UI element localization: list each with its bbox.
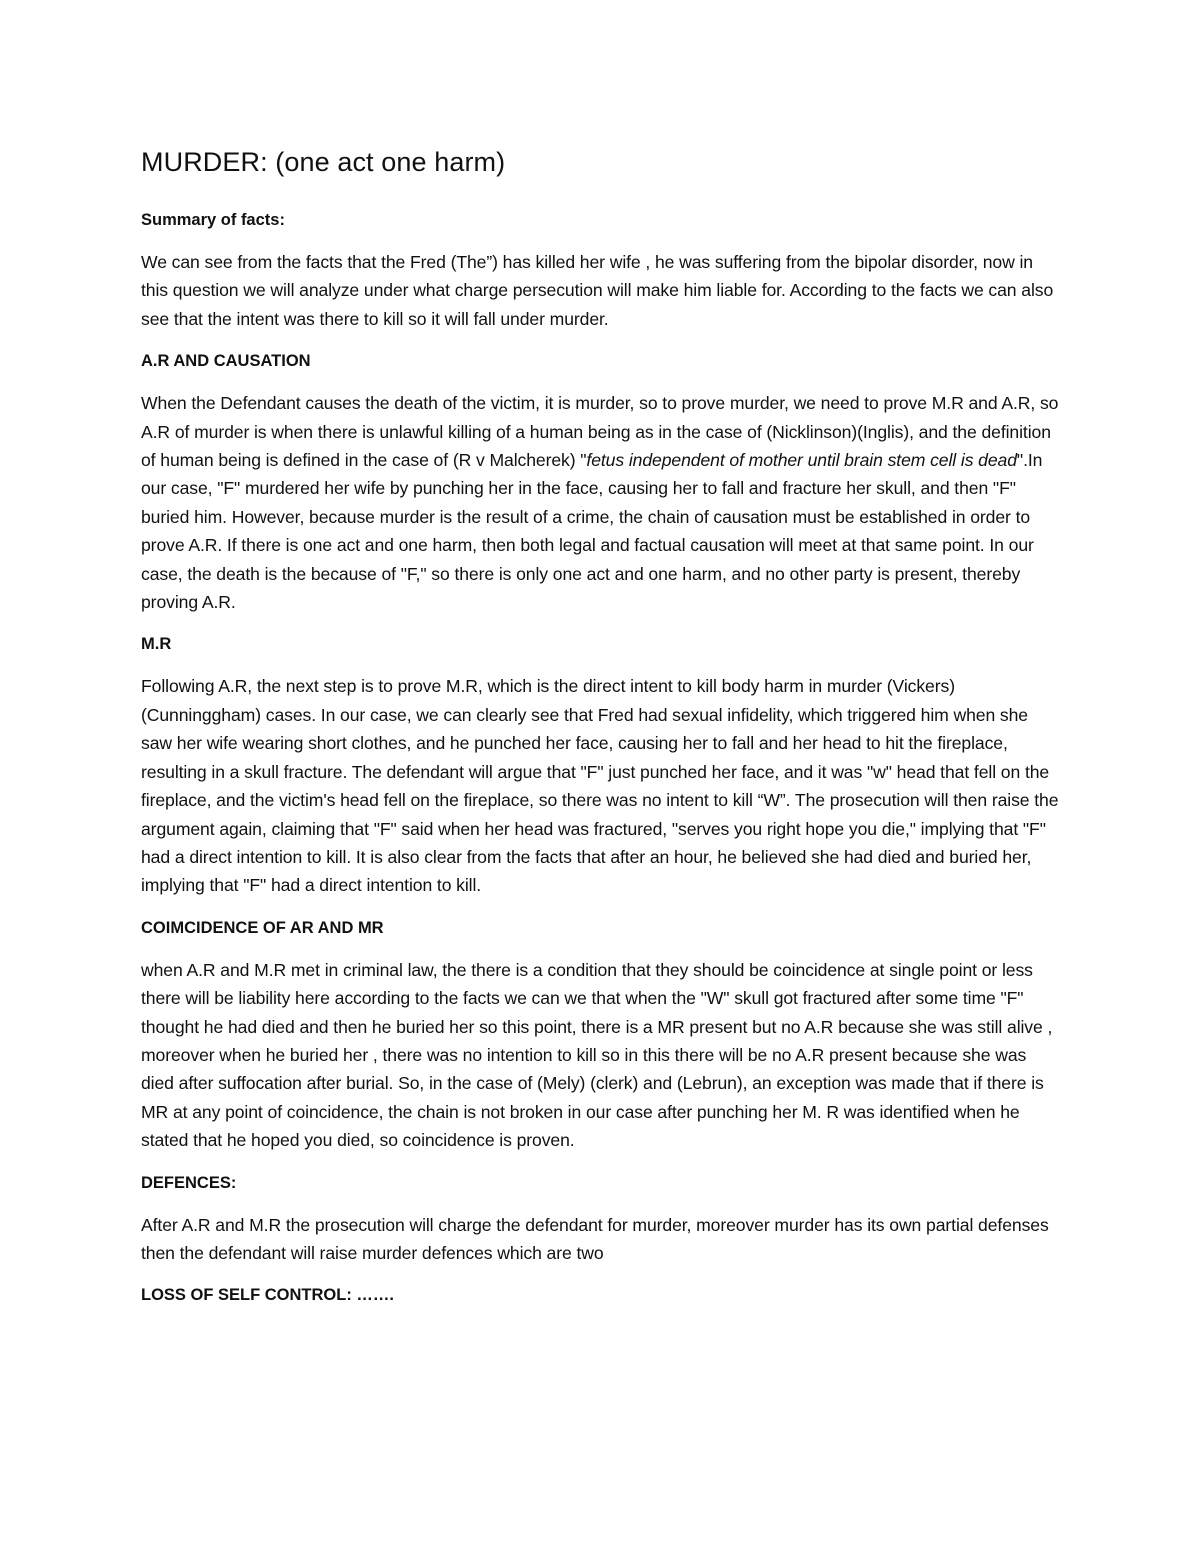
document-page: [141, 140, 1063, 1323]
paragraph-coincidence: when A.R and M.R met in criminal law, the there is a condition that they should be coincidence at single point or less there will be liability here according to the facts we can we that when the "W" skull got fractured after some time "F" thought he had died and then he buried her so this point, there is a MR present but no A.R because she was still alive , moreover when he buried her , there was no intention to kill so in this there will be no A.R present because she was died after suffocation after burial. So, in the case of (Mely) (clerk) and (Lebrun), an exception was made that if there is MR at any point of coincidence, the chain is not broken in our case after punching her M. R was identified when he stated that he hoped you died, so coincidence is proven.: [141, 959, 1053, 1151]
paragraph-defences: After A.R and M.R the prosecution will charge the defendant for murder, moreover murder has its own partial defenses then the defendant will raise murder defences which are two: [141, 1214, 1049, 1263]
ar-causation-text-part-1: When the Defendant causes the death of the victim, it is murder, so to prove murder, we need to prove M.R and A.R, so A.R of murder is when there is unlawful killing of a human being as in the case of (Nicklinson)(Inglis), and the definition of human being is defined in the case of (R v Malcherek) ": [141, 393, 1059, 471]
document-title: MURDER: (one act one harm): [141, 147, 506, 177]
paragraph-summary-of-facts: We can see from the facts that the Fred (The”) has killed her wife , he was suffering from the bipolar disorder, now in this question we will analyze under what charge persecution will make him liable for. According to the facts we can also see that the intent was there to kill so it will fall under murder.: [141, 252, 1054, 329]
paragraph-ar-and-causation: [141, 389, 1063, 616]
heading-mr: M.R: [141, 635, 172, 654]
heading-loss-of-self-control: LOSS OF SELF CONTROL: …….: [141, 1286, 394, 1305]
ar-causation-italic-quote: fetus independent of mother until brain stem cell is dead: [586, 450, 1017, 471]
ar-causation-text-part-2: ".In our case, "F" murdered her wife by punching her in the face, causing her to fall and fracture her skull, and then "F" buried him. However, because murder is the result of a crime, the chain of causation must be established in order to prove A.R. If there is one act and one harm, then both legal and factual causation will meet at that same point. In our case, the death is the because of "F," so there is only one act and one harm, and no other party is present, thereby proving A.R.: [141, 450, 1043, 613]
heading-defences: DEFENCES:: [141, 1173, 237, 1192]
heading-summary-of-facts: Summary of facts:: [141, 211, 285, 229]
paragraph-mr: Following A.R, the next step is to prove M.R, which is the direct intent to kill body harm in murder (Vickers)(Cunninggham) cases. In our case, we can clearly see that Fred had sexual infidelity, which triggered him when she saw her wife wearing short clothes, and he punched her face, causing her to fall and her head to hit the fireplace, resulting in a skull fracture. The defendant will argue that "F" just punched her face, and it was "w" head that fell on the fireplace, and the victim's head fell on the fireplace, so there was no intent to kill “W”. The prosecution will then raise the argument again, claiming that "F" said when her head was fractured, "serves you right hope you die," implying that "F" had a direct intention to kill. It is also clear from the facts that after an hour, he believed she had died and buried her, implying that "F" had a direct intention to kill.: [141, 676, 1059, 896]
heading-ar-and-causation: A.R AND CAUSATION: [141, 352, 311, 371]
heading-coincidence: COIMCIDENCE OF AR AND MR: [141, 918, 384, 937]
